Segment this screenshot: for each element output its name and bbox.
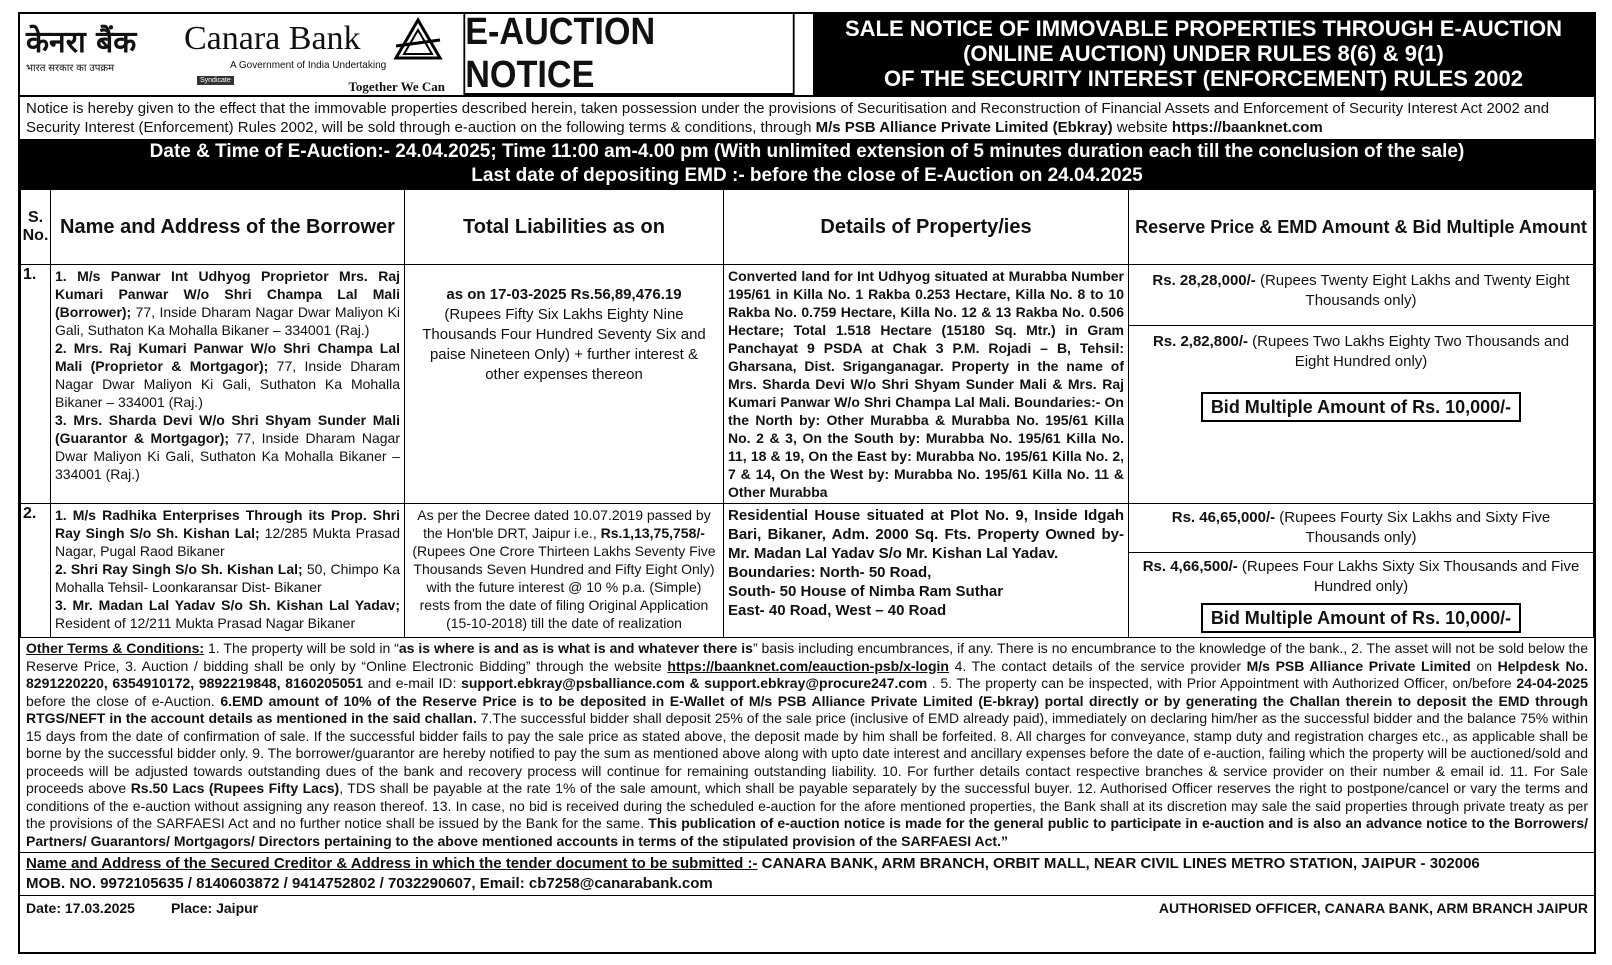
- auction-login-link[interactable]: https://baanknet.com/eauction-psb/x-login: [667, 657, 949, 674]
- properties-table: [20, 189, 1594, 638]
- terms-text: on: [1470, 657, 1498, 674]
- liability-amount: Rs.1,13,75,758/-: [600, 525, 705, 541]
- terms-text: ” basis including encumbrances, if any. There is no encumbrance to the knowledge of the bank., 2. The asset will not be sold below the Reserve Price, 3. Auction / bidding shall be only by “Online Electronic Bidding” through the website: [26, 640, 1589, 674]
- terms-emphasis: as is where is and as is what is and whatever there is: [398, 640, 753, 656]
- property-boundary: Boundaries: North- 50 Road,: [728, 564, 932, 581]
- provider-name: M/s PSB Alliance Private Limited (Ebkray): [815, 119, 1113, 136]
- reserve-amount: Rs. 46,65,000/-: [1171, 509, 1276, 526]
- borrower-address: 77, Inside Dharam Nagar Dwar Maliyon Ki Gali, Suthaton Ka Mohalla Bikaner – 334001 (Raj.): [55, 304, 400, 338]
- col-header-reserve: Reserve Price & EMD Amount & Bid Multiple Amount: [1129, 190, 1594, 265]
- contact-line: MOB. NO. 9972105635 / 8140603872 / 9414752802 / 7032290607, Email: cb7258@canarabank.com: [26, 875, 713, 892]
- borrower-address: 77, Inside Dharam Nagar Dwar Maliyon Ki Gali, Suthaton Ka Mohalla Bikaner – 334001 (Raj.): [55, 430, 400, 482]
- borrower-name: 3. Mr. Madan Lal Yadav S/o Sh. Kishan Lal Yadav;: [55, 597, 400, 613]
- terms-heading: Other Terms & Conditions:: [26, 640, 205, 656]
- terms-text: . 5. The property can be inspected, with Prior Appointment with Authorized Officer, on/before: [927, 675, 1517, 691]
- emd-date: Last date of depositing EMD :- before the close of E-Auction on 24.04.2025: [471, 165, 1143, 186]
- reserve-price: [1129, 265, 1593, 326]
- bid-multiple: [1129, 601, 1593, 637]
- bid-multiple: [1129, 378, 1593, 430]
- borrower-address: 50, Chimpo Ka Mohalla Tehsil- Loonkaransar Dist- Bikaner: [55, 561, 401, 595]
- property-boundary: South- 50 House of Nimba Ram Suthar: [728, 583, 1004, 600]
- support-emails[interactable]: support.ebkray@psballiance.com & support.ebkray@procure247.com: [461, 675, 928, 691]
- row-sno: 1.: [21, 265, 51, 504]
- borrower-address: 12/285 Mukta Prasad Nagar, Pugal Raod Bikaner: [55, 525, 400, 559]
- reserve-price: [1129, 504, 1593, 553]
- liability-words: (Rupees One Crore Thirteen Lakhs Seventy Five Thousands Seven Hundred and Fifty Eight Only) with the future interest @ 10 % p.a. (Simple) rests from the date of filing Original Application (15-10-2018) till the date of realization: [412, 543, 716, 631]
- terms-text: , TDS shall be payable at the rate 1% of the sale amount, which shall be payable separately by the successful buyer. 12. Authorised Officer reserves the right to postpone/cancel or vary the terms and conditions of the e-auction without assigning any reason thereof. 13. In case, no bid is received during the scheduled e-auction for the afore mentioned properties, the Bank shall at its discretion may sale the said properties through private treaty as per the provisions of the SARFAESI Act and no further notice shall be issued by the Bank for the same.: [26, 780, 1588, 831]
- intro-text: Notice is hereby given to the effect that the immovable properties described herein, taken possession under the provisions of Securitisation and Reconstruction of Financial Assets and Enforcement of Security Interest Act 2002 and Security Interest (Enforcement) Rules 2002, will be sold through e-auction on the following terms & conditions, through: [26, 100, 1550, 136]
- bid-multiple-box: Bid Multiple Amount of Rs. 10,000/-: [1201, 392, 1521, 422]
- liability-words: (Rupees Fifty Six Lakhs Eighty Nine Thousands Four Hundred Seventy Six and paise Nineteen Only) + further interest & other expenses thereon: [422, 306, 706, 383]
- intro-text: website: [1112, 119, 1172, 136]
- notice-header: [20, 14, 1594, 97]
- table-row: [21, 265, 1594, 504]
- property-boundary: East- 40 Road, West – 40 Road: [728, 602, 947, 619]
- terms-emphasis: 24-04-2025: [1516, 675, 1588, 691]
- reserve-words: (Rupees Twenty Eight Lakhs and Twenty Eight Thousands only): [1255, 272, 1570, 309]
- authorised-officer: AUTHORISED OFFICER, CANARA BANK, ARM BRANCH JAIPUR: [1158, 900, 1588, 916]
- notice-title: E-AUCTION NOTICE: [463, 12, 794, 95]
- borrower-name: 1. M/s Panwar Int Udhyog Proprietor Mrs. Raj Kumari Panwar W/o Shri Champa Lal Mali (Borrower);: [55, 268, 400, 320]
- reserve-cell: [1129, 504, 1594, 638]
- emd-amount: [1129, 326, 1593, 378]
- notice-date: Date: 17.03.2025: [26, 900, 135, 916]
- bank-tagline: A Government of India Undertaking: [230, 60, 387, 71]
- canara-triangle-icon: [392, 16, 444, 68]
- helpdesk-numbers: Helpdesk No. 8291220220, 6354910172, 9892219848, 8160205051: [26, 657, 1588, 691]
- bid-multiple-box: Bid Multiple Amount of Rs. 10,000/-: [1201, 603, 1521, 633]
- borrower-address: 77, Inside Dharam Nagar Dwar Maliyon Ki Gali, Suthaton Ka Mohalla Bikaner – 334001 (Raj.): [55, 358, 400, 410]
- bank-name: Canara Bank: [184, 20, 361, 57]
- col-header-property: Details of Property/ies: [724, 190, 1129, 265]
- bank-hindi-tagline: भारत सरकार का उपक्रम: [26, 63, 115, 74]
- liability-amount: as on 17-03-2025 Rs.56,89,476.19: [446, 286, 682, 303]
- liabilities-cell: [405, 265, 724, 504]
- emd-amount: [1129, 553, 1593, 601]
- sale-notice-banner: [813, 14, 1594, 95]
- borrower-name: 3. Mrs. Sharda Devi W/o Shri Shyam Sunder Mali (Guarantor & Mortgagor);: [55, 412, 400, 446]
- table-header-row: [21, 190, 1594, 265]
- terms-emphasis: Rs.50 Lacs (Rupees Fifty Lacs): [130, 780, 340, 796]
- borrower-name: 1. M/s Radhika Enterprises Through its Prop. Shri Ray Singh S/o Sh. Kishan Lal;: [55, 507, 400, 541]
- bank-logo-block: [20, 14, 445, 95]
- notice-place: Place: Jaipur: [170, 900, 259, 916]
- table-row: [21, 504, 1594, 638]
- website-link[interactable]: https://baanknet.com: [1171, 119, 1323, 136]
- intro-paragraph: [20, 97, 1594, 139]
- row-sno: 2.: [21, 504, 51, 638]
- bank-name-hindi: केनरा बैंक: [26, 25, 137, 60]
- sale-notice-line: OF THE SECURITY INTEREST (ENFORCEMENT) RULES 2002: [884, 66, 1523, 91]
- terms-text: and e-mail ID:: [363, 675, 462, 691]
- terms-emphasis: This publication of e-auction notice is made for the general public to participate in e-auction and is also an advance notice to the Borrowers/ Partners/ Guarantors/ Mortgagors/ Directors pertaining to the above mentioned accounts in terms of the stipulated provision of the SARFAESI Act.”: [26, 815, 1588, 849]
- date-place: [26, 900, 258, 916]
- borrower-name: 2. Shri Ray Singh S/o Sh. Kishan Lal;: [55, 561, 303, 577]
- col-header-sno: S. No.: [21, 190, 51, 265]
- col-header-liabilities: Total Liabilities as on: [405, 190, 724, 265]
- col-header-borrower: Name and Address of the Borrower: [51, 190, 405, 265]
- sale-notice-line: (ONLINE AUCTION) UNDER RULES 8(6) & 9(1): [963, 41, 1444, 66]
- emd-words: (Rupees Four Lakhs Sixty Six Thousands and Five Hundred only): [1237, 558, 1580, 595]
- auction-date-banner: [20, 139, 1594, 189]
- notice-footer: [20, 895, 1594, 920]
- auction-date: Date & Time of E-Auction:- 24.04.2025; Time 11:00 am-4.00 pm (With unlimited extension of 5 minutes duration each till the conclusion of the sale): [149, 141, 1465, 162]
- terms-and-conditions: [20, 638, 1594, 852]
- liability-text: As per the Decree dated 10.07.2019 passed by the Hon'ble DRT, Jaipur i.e.,: [417, 507, 711, 541]
- borrower-cell: [51, 504, 405, 638]
- emd-value: Rs. 4,66,500/-: [1142, 558, 1238, 575]
- borrower-address: Resident of 12/211 Mukta Prasad Nagar Bikaner: [55, 615, 356, 631]
- property-cell: [724, 504, 1129, 638]
- terms-text: 7.The successful bidder shall deposit 25% of the sale price (inclusive of EMD already paid), immediately on declaring him/her as the successful bidder and the balance 75% within 15 days from the date of confirmation of sale. If the successful bidder fails to pay the sale price as stated above, the deposit made by him shall be forfeited. 8. All charges for conveyance, stamp duty and registration charges etc., as applicable shall be borne by the successful bidder only. 9. The borrower/guarantor are hereby notified to pay the sum as mentioned above along with upto date interest and ancillary expenses before the date of e-auction, failing which the property will be auctioned/sold and proceeds will be adjusted towards outstanding dues of the bank and recovery process will continue for remaining outstanding liability. 10. For further details contact respective branches & service provider on their number & email id. 11. For Sale proceeds above: [26, 710, 1588, 796]
- emd-words: (Rupees Two Lakhs Eighty Two Thousands and Eight Hundred only): [1248, 333, 1570, 370]
- terms-emphasis: M/s PSB Alliance Private Limited: [1246, 657, 1471, 674]
- emd-value: Rs. 2,82,800/-: [1152, 333, 1248, 350]
- reserve-cell: [1129, 265, 1594, 504]
- secured-creditor-label: Name and Address of the Secured Creditor & Address in which the tender document to be submitted :-: [26, 855, 758, 872]
- borrower-cell: [51, 265, 405, 504]
- reserve-amount: Rs. 28,28,000/-: [1152, 272, 1256, 289]
- terms-text: before the close of e-Auction.: [26, 692, 221, 709]
- terms-emphasis: 6.EMD amount of 10% of the Reserve Price is to be deposited in E-Wallet of M/s PSB Alliance Private Limited (E-bkray) portal directly or by generating the Challan therein to deposit the EMD through RTGS/NEFT in the account details as mentioned in the said challan.: [26, 692, 1588, 726]
- secured-creditor-address: [26, 854, 1588, 874]
- borrower-name: 2. Mrs. Raj Kumari Panwar W/o Shri Champa Lal Mali (Proprietor & Mortgagor);: [55, 340, 400, 374]
- creditor-address: CANARA BANK, ARM BRANCH, ORBIT MALL, NEAR CIVIL LINES METRO STATION, JAIPUR - 302006: [757, 855, 1480, 872]
- reserve-words: (Rupees Fourty Six Lakhs and Sixty Five Thousands only): [1275, 509, 1551, 546]
- secured-creditor: [20, 852, 1594, 895]
- terms-text: 4. The contact details of the service provider: [948, 657, 1247, 674]
- property-description: Residential House situated at Plot No. 9, Inside Idgah Bari, Bikaner, Adm. 2000 Sq. Fts. Property Owned by- Mr. Madan Lal Yadav S/o Mr. Kishan Lal Yadav.: [728, 507, 1124, 562]
- auction-notice: [18, 12, 1596, 954]
- syndicate-badge: Syndicate: [197, 76, 234, 85]
- terms-text: 1. The property will be sold in “: [204, 640, 399, 656]
- sale-notice-line: SALE NOTICE OF IMMOVABLE PROPERTIES THROUGH E-AUCTION: [844, 16, 1563, 41]
- together-slogan: Together We Can: [348, 79, 445, 94]
- liabilities-cell: [405, 504, 724, 638]
- property-cell: Converted land for Int Udhyog situated at Murabba Number 195/61 in Killa No. 1 Rakba 0.253 Hectare, Killa No. 8 to 10 Rakba No. 0.759 Hectare, Killa No. 12 & 13 Rakba No. 0.506 Hectare; Total 1.518 Hectare (15180 Sq. Mtr.) in Gram Panchayat 9 PSDA at Chak 3 P.M. Rojadi – B, Tehsil: Gharsana, Dist. Sriganganagar. Property in the name of Mrs. Sharda Devi W/o Shri Shyam Sunder Mali & Mrs. Raj Kumari Panwar W/o Shri Champa Lal Mali. Boundaries:- On the North by: Other Murabba & Murabba No. 195/61 Killa No. 2 & 3, On the South by: Murabba No. 195/61 Killa No. 11, 18 & 19, On the East by: Murabba No. 195/61 Killa No. 2, 7 & 14, On the West by: Murabba No. 195/61 Killa No. 11 & Other Murabba: [724, 265, 1129, 504]
